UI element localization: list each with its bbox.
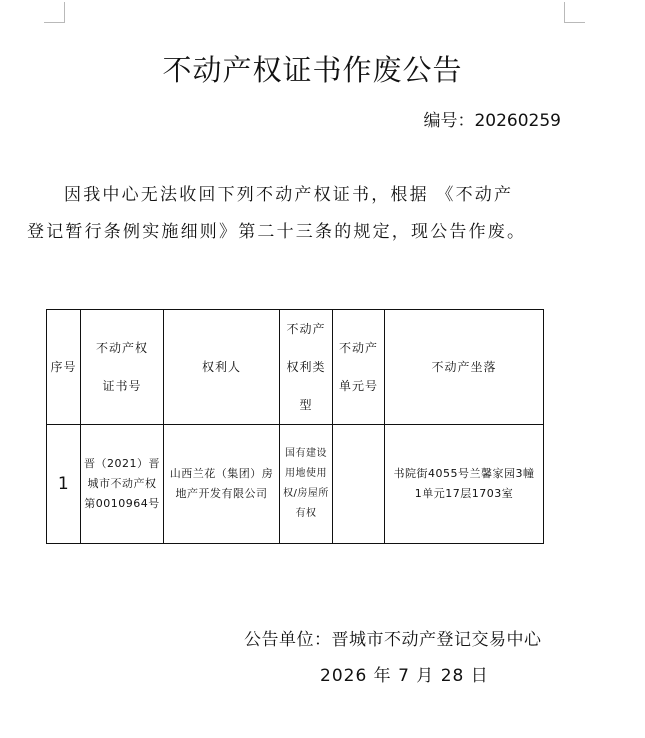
margin-mark-top-right: [564, 2, 585, 23]
document-number: 编号：20260259: [423, 111, 561, 131]
cell-seq: 1: [47, 425, 81, 544]
cell-owner: 山西兰花（集团）房地产开发有限公司: [164, 425, 280, 544]
issuing-unit: 公告单位：晋城市不动产登记交易中心: [244, 630, 542, 650]
header-owner: 权利人: [164, 310, 280, 425]
cell-cert-no: 晋（2021）晋城市不动产权第0010964号: [81, 425, 164, 544]
notice-body-line-2: 登记暂行条例实施细则》第二十三条的规定，现公告作废。: [27, 222, 527, 242]
margin-mark-top-left: [44, 2, 65, 23]
header-unit-no: 不动产单元号: [333, 310, 385, 425]
notice-date: 2026 年 7 月 28 日: [320, 666, 489, 686]
cell-right-type: 国有建设用地使用权/房屋所有权: [280, 425, 333, 544]
header-right-type: 不动产权利类型: [280, 310, 333, 425]
table-row: [47, 425, 544, 544]
header-seq: 序号: [47, 310, 81, 425]
notice-body-line-1: 因我中心无法收回下列不动产权证书，根据 《不动产: [64, 185, 514, 205]
cell-location: 书院街4055号兰馨家园3幢1单元17层1703室: [385, 425, 544, 544]
cell-unit-no: [333, 425, 385, 544]
notice-title: 不动产权证书作废公告: [162, 53, 463, 87]
table-header-row: [47, 310, 544, 425]
header-cert-no: 不动产权证书号: [81, 310, 164, 425]
header-location: 不动产坐落: [385, 310, 544, 425]
certificate-table: [46, 309, 544, 544]
